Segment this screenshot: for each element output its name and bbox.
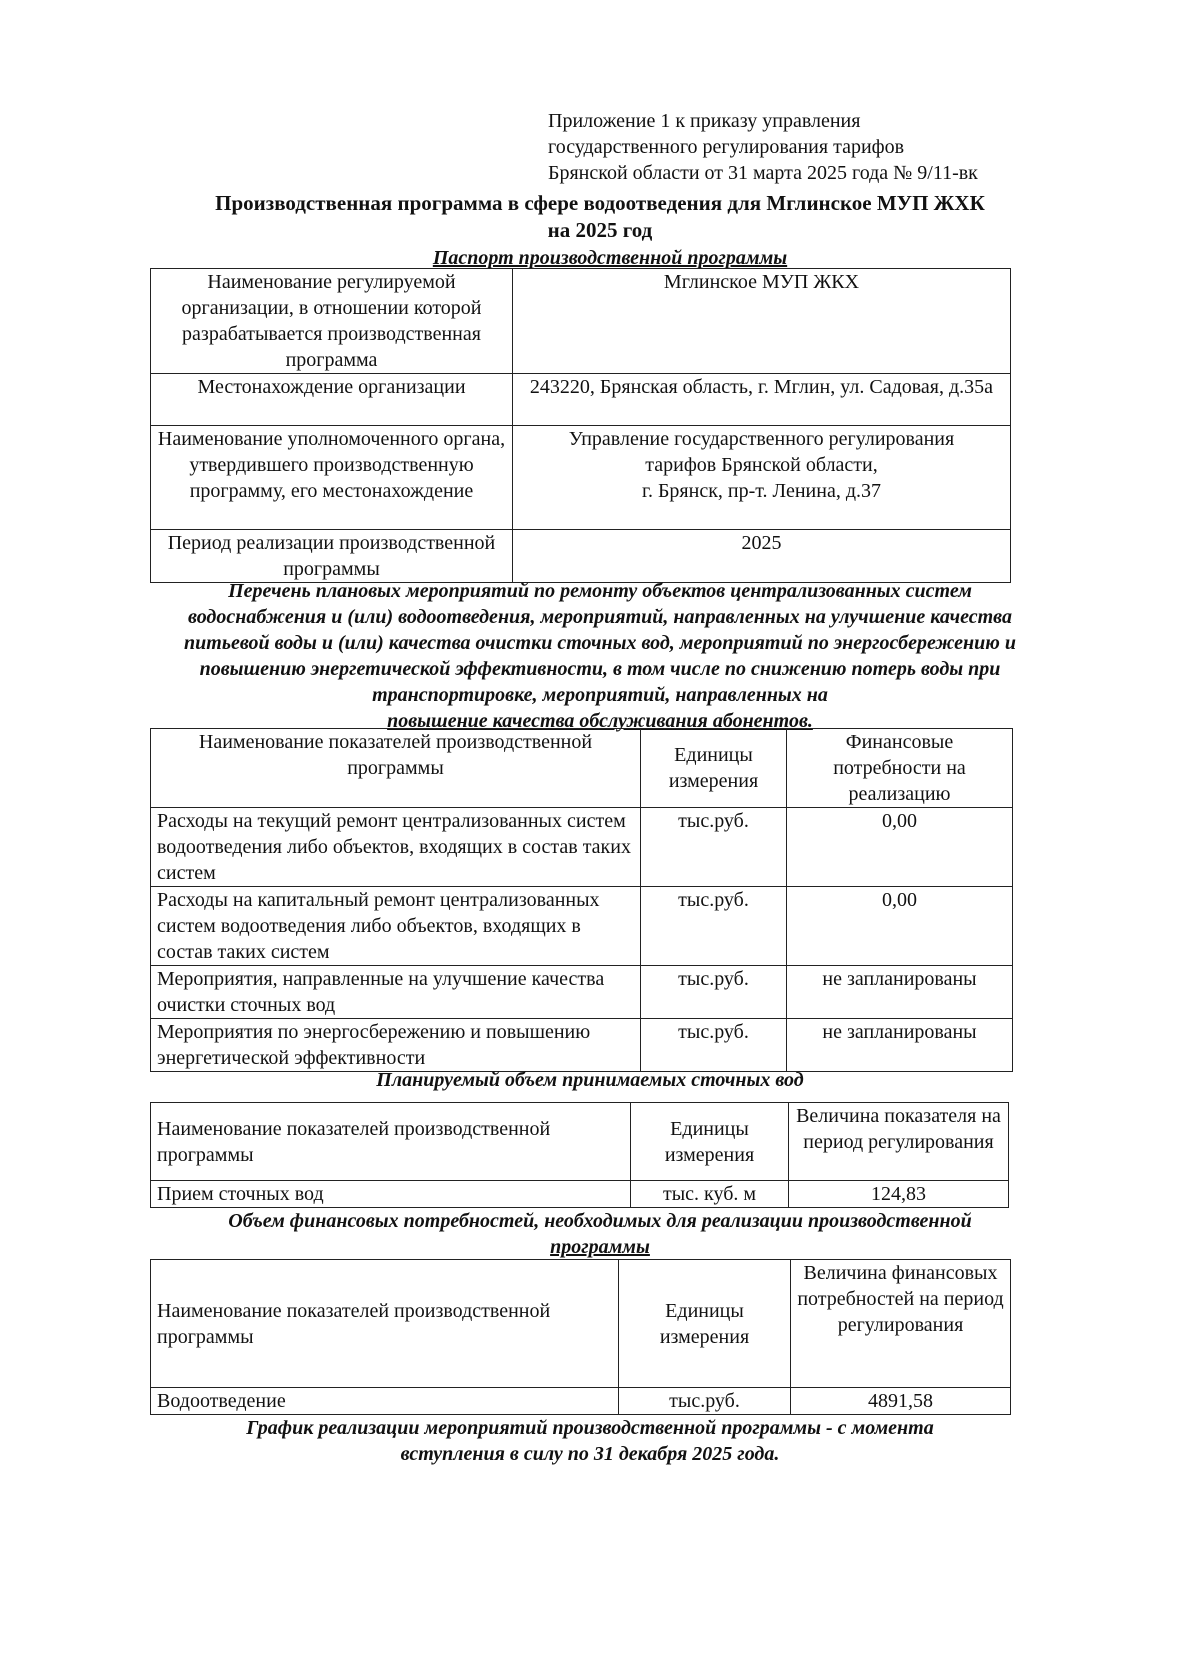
- indicator-name: Мероприятия по энергосбережению и повышению энергетической эффективности: [151, 1019, 641, 1072]
- indicator-value: 0,00: [787, 887, 1013, 966]
- volume-heading: Планируемый объем принимаемых сточных вод: [376, 1069, 804, 1091]
- indicator-name: Прием сточных вод: [151, 1181, 631, 1208]
- finance-table: [150, 1259, 1011, 1415]
- column-header: Единицы измерения: [619, 1260, 791, 1388]
- measures-table: [150, 728, 1013, 1072]
- indicator-unit: тыс. куб. м: [631, 1181, 789, 1208]
- passport-value-line: г. Брянск, пр-т. Ленина, д.37: [642, 480, 881, 502]
- appendix-reference: [548, 108, 1108, 186]
- volume-table: [150, 1102, 1009, 1208]
- column-header: Единицы измерения: [631, 1103, 789, 1181]
- table-row: [151, 530, 1011, 583]
- table-row: [151, 808, 1013, 887]
- indicator-unit: тыс.руб.: [641, 808, 787, 887]
- passport-label: Наименование регулируемой организации, в отношении которой разрабатывается производственная программа: [151, 269, 513, 374]
- title-line: Производственная программа в сфере водоотведения для Мглинское МУП ЖХК: [215, 191, 985, 215]
- indicator-unit: тыс.руб.: [641, 1019, 787, 1072]
- passport-label: Период реализации производственной программы: [151, 530, 513, 583]
- table-row: [151, 426, 1011, 530]
- schedule-note: График реализации мероприятий производственной программы - с момента вступления в силу по 31 декабря 2025 года.: [246, 1417, 934, 1465]
- table-row: [151, 1019, 1013, 1072]
- passport-value: Мглинское МУП ЖКХ: [513, 269, 1011, 374]
- indicator-value: 124,83: [789, 1181, 1009, 1208]
- column-header: Величина показателя на период регулирования: [789, 1103, 1009, 1181]
- table-row: [151, 374, 1011, 426]
- measures-heading: Перечень плановых мероприятий по ремонту объектов централизованных систем водоснабжения и (или) водоотведения, мероприятий, направленных на улучшение качества питьевой воды и (или) качества очистки сточных вод, мероприятий по энергосбережению и повышению энергетической эффективности, в том числе по снижению потерь воды при транспортировке, мероприятий, направленных на повышение качества обслуживания абонентов.: [184, 580, 1016, 732]
- indicator-value: 4891,58: [791, 1388, 1011, 1415]
- passport-heading: Паспорт производственной программы: [432, 247, 788, 269]
- column-header: Наименование показателей производственной программы: [151, 1260, 619, 1388]
- column-header: Величина финансовых потребностей на период регулирования: [791, 1260, 1011, 1388]
- passport-value-line: тарифов Брянской области,: [645, 454, 878, 476]
- indicator-value: не запланированы: [787, 1019, 1013, 1072]
- column-header: Наименование показателей производственной программы: [151, 729, 641, 808]
- table-row: [151, 1181, 1009, 1208]
- passport-value: 2025: [513, 530, 1011, 583]
- indicator-name: Расходы на текущий ремонт централизованных систем водоотведения либо объектов, входящих в состав таких систем: [151, 808, 641, 887]
- indicator-name: Водоотведение: [151, 1388, 619, 1415]
- column-header: Единицы измерения: [641, 729, 787, 808]
- indicator-unit: тыс.руб.: [641, 966, 787, 1019]
- column-header: Финансовые потребности на реализацию: [787, 729, 1013, 808]
- indicator-value: не запланированы: [787, 966, 1013, 1019]
- indicator-unit: тыс.руб.: [619, 1388, 791, 1415]
- appendix-line: Приложение 1 к приказу управления: [548, 110, 861, 132]
- table-row: [151, 269, 1011, 374]
- title-line: на 2025 год: [547, 218, 653, 242]
- passport-value: 243220, Брянская область, г. Мглин, ул. Садовая, д.35а: [513, 374, 1011, 426]
- appendix-line: Брянской области от 31 марта 2025 года № 9/11-вк: [548, 162, 978, 184]
- table-row: [151, 887, 1013, 966]
- passport-label: Наименование уполномоченного органа, утвердившего производственную программу, его местонахождение: [151, 426, 513, 530]
- passport-value-line: Управление государственного регулирования: [568, 428, 955, 450]
- indicator-unit: тыс.руб.: [641, 887, 787, 966]
- table-header-row: [151, 1103, 1009, 1181]
- table-row: [151, 1388, 1011, 1415]
- finance-heading: Объем финансовых потребностей, необходимых для реализации производственной программы: [228, 1210, 972, 1258]
- column-header: Наименование показателей производственной программы: [151, 1103, 631, 1181]
- indicator-value: 0,00: [787, 808, 1013, 887]
- table-header-row: [151, 729, 1013, 808]
- document-title: [140, 190, 1060, 244]
- passport-value: [513, 426, 1011, 530]
- table-header-row: [151, 1260, 1011, 1388]
- indicator-name: Мероприятия, направленные на улучшение качества очистки сточных вод: [151, 966, 641, 1019]
- appendix-line: государственного регулирования тарифов: [548, 136, 905, 158]
- passport-table: [150, 268, 1011, 583]
- passport-label: Местонахождение организации: [151, 374, 513, 426]
- table-row: [151, 966, 1013, 1019]
- indicator-name: Расходы на капитальный ремонт централизованных систем водоотведения либо объектов, входящих в состав таких систем: [151, 887, 641, 966]
